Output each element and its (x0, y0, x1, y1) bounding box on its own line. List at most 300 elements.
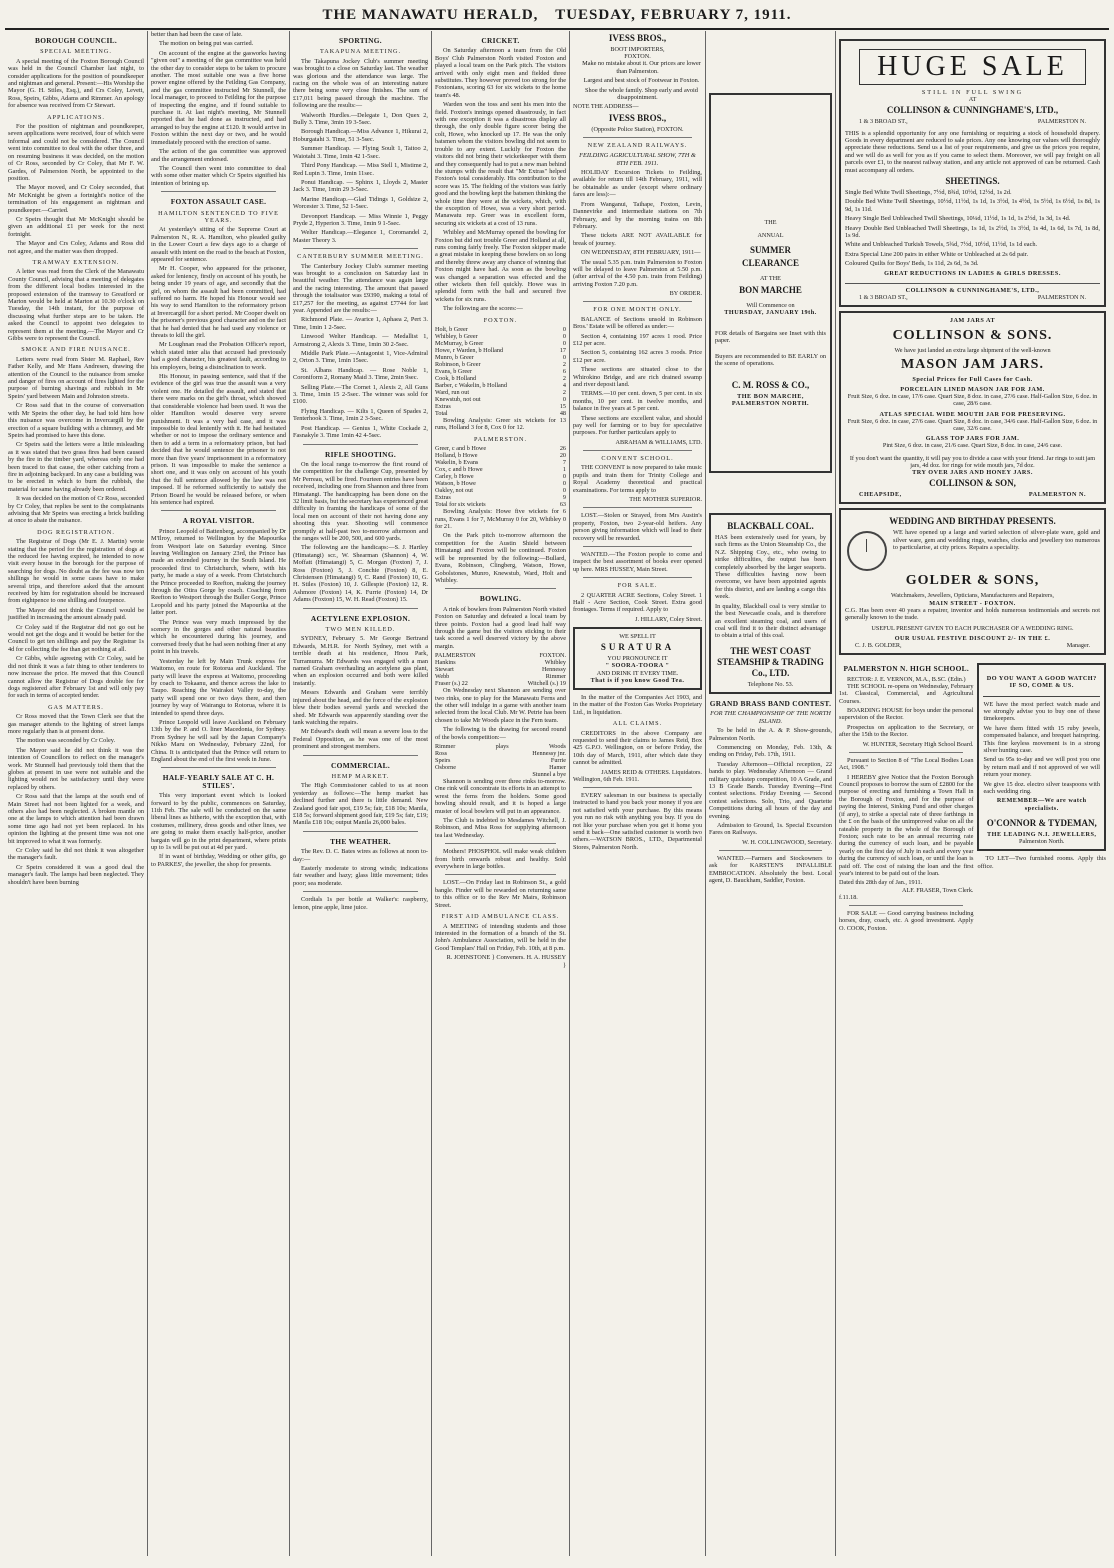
paragraph: Middle Park Plate.—Antagonist 1, Vice-Admiral 2, Orton 3. Time, 1min 15sec. (293, 350, 428, 365)
sale-title: HALF-YEARLY SALE AT C. H. STILES'. (162, 773, 275, 790)
paragraph: Admission to Ground, 1s. Special Excursion Fares on Railways. (709, 822, 832, 837)
bon-name: C. M. ROSS & CO., (731, 379, 810, 390)
score-row (435, 487, 566, 494)
bon-town: PALMERSTON NORTH. (731, 399, 810, 407)
huge-address: 1 & 3 BROAD ST., (859, 294, 908, 302)
rink-row (435, 659, 566, 666)
paragraph: On the Park pitch to-morrow afternoon the competition for the Austin Shield between Himatangi and Foxton will be continued. Foxton will be represented by the following:—Bullard, Evans, Robinson, Clingberg, Watson, Howe, Gobolstones, Munro, Knewstub, Ward, Holt and Whibley. (435, 532, 566, 584)
score-row-cell: Watson, b Howe (435, 480, 476, 488)
bon-summer: SUMMER (750, 245, 791, 256)
paragraph: From Wanganui, Taihape, Foxton, Levin, Dannevirke and intermediate stations on 7th February, and by the morning trains on 8th February. (573, 200, 702, 230)
golder-manager: Manager. (1066, 641, 1090, 649)
score-row-cell: 26 (559, 445, 566, 453)
score-row-cell: 0 (562, 354, 566, 362)
paragraph: Letters were read from Sister M. Raphael, Rev Father Kelly, and Mr Hans Andresen, drawing the attention of the Council to the nuisance from smoke and danger of fires on account of fires lighted for the purpose of burning shavings and rubbish in Mr Speirs' yard between Main and Johnston streets. (8, 355, 144, 400)
divider (445, 588, 556, 589)
loan-code: f.11.18. (839, 893, 858, 901)
paragraph: At yesterday's sitting of the Supreme Court at Palmerston N., R. A. Hamilton, who pleaded guilty in the Lower Court a few days ago to a charge of assault with intent on the road to the beach at Foxton, appeared for sentence. (151, 226, 286, 263)
sale-title: FOR SALE. (617, 582, 658, 590)
paragraph: Tuesday Afternoon—Official reception, 22 bands to play. Wednesday Afternoon — Grand military quickstep competition, 10 A Grade, and 13 B Grade Bands. Tuesday Evening—First contest selections. Friday Evening — Second contest selections. Solo, Trio, and Quartette Competitions during all hours of the day and evening. (709, 760, 832, 820)
paragraph: Double Bed White Twill Sheetings, 10½d, 11½d, 1s 1d, 1s 3½d, 1s 4½d, 1s 5½d, 1s 6½d, 1s 8d, 1s 9d, 1s 11d. (845, 198, 1100, 213)
paragraph: On the local range to-morrow the first round of the competition for the challenge Cup, presented by Mr Perreau, will be fired. Fourteen entries have been received, including one from Shannon and three from Himatangi. The handicapping has been done on the 32 limit basis, but the secretary has experienced great difficulty in framing the handicaps of some of the local men on account of their not having done any shooting this year. Shooting will commence promptly at half-past two to-morrow afternoon and the ranges will be 200, 500, and 600 yards. (293, 460, 428, 542)
paragraph: TERMS.—10 per cent. down, 5 per cent. in six months, 10 per cent. in twelve months, and balance in five years at 5 per cent. (573, 390, 702, 413)
paragraph: THE SCHOOL re-opens on Wednesday, February 1st. Classical, Commercial, and Agricultural Courses. (839, 682, 974, 705)
bon-marche-ad (709, 93, 832, 473)
ivess-town: FOXTON. (624, 53, 651, 61)
score-row (435, 480, 566, 487)
paragraph: On Saturday afternoon a team from the Old Boys' Club Palmerston North visited Foxton and played a local team on the Park pitch. The visitors arrived with only eight men and fielded three substitutes. They however proved too strong for the Foxtonians, scoring 63 for six wickets to the home team's 48. (435, 47, 566, 99)
paragraph: Post Handicap. — Genius 1, White Cockade 2, Fasnakyle 3. Time 1min 42 4-5sec. (293, 424, 428, 440)
score-row (435, 354, 566, 361)
suratura-line: " SOORA-TOORA " (605, 662, 670, 670)
divider (583, 301, 692, 302)
loan-date: Dated this 28th day of Jan., 1911. (839, 879, 923, 887)
bon-line: ANNUAL (757, 232, 784, 240)
watch-ad (977, 663, 1106, 851)
divider (161, 767, 276, 768)
score-row-cell: 0 (562, 487, 566, 495)
score-row-cell: 17 (559, 347, 566, 355)
ivess-address: (Opposite Police Station), FOXTON. (591, 125, 684, 133)
golder-sign-row (845, 642, 1100, 649)
ivess-title: IVESS BROS., (608, 33, 667, 43)
band-sign: W. H. COLLINGWOOD, Secretary. (742, 838, 832, 846)
score-row-cell: Extras (435, 403, 451, 411)
paragraph: The following are the scores:— (443, 305, 523, 313)
score-label: Total (435, 410, 448, 418)
paragraph: The action of the gas committee was approved and the arrangement endorsed. (151, 148, 286, 163)
subhead: GAS MATTERS. (48, 703, 104, 711)
watch-sub: THE LEADING N.I. JEWELLERS, (987, 830, 1097, 838)
score-row-cell: Knewstub, not out (435, 396, 481, 404)
column-advertisements-b (705, 31, 835, 1556)
column-display-ads (835, 31, 1109, 1556)
huge-sale-ad (839, 39, 1106, 307)
team-label: PALMERSTON (435, 652, 476, 660)
draw-row-cell: Ross (435, 750, 448, 757)
score-row (435, 389, 566, 396)
divider (303, 755, 418, 756)
paragraph: Shoe the whole family. Shop early and avoid disappointment. (585, 86, 698, 102)
bon-clearance: CLEARANCE (741, 258, 799, 269)
paragraph: A special meeting of the Foxton Borough Council was held in the Council Chamber last night, to consider applications for the position of poundkeeper and nightman and general. Present:—His Worship the Mayor (G. H. Stiles, Esq.), and Crs Coley, Levett, Ross, Speirs, Gibbs, Adams and Rimmer. An apology for absence was received from Cr Stewart. (8, 57, 144, 110)
jam-line: Fruit Size, 6 doz. in case, 17/6 case. Quart Size, 8 doz. in case, 27/6 case. Half-Gallon Size, 6 doz. in case, 28/6 case. (847, 393, 1098, 408)
huge-firm: COLLINSON & CUNNINGHAME'S, LTD., (886, 105, 1059, 116)
paragraph: Heavy Double Bed Unbleached Twill Sheetings, 1s 1d, 1s 2½d, 1s 3½d, 1s 4d, 1s 6d, 1s 7d, 1s 8d, 1s 9d. (845, 224, 1100, 240)
score-row-cell: Barber, c Wakelin, b Holland (435, 382, 507, 390)
draw-row-cell: Woods (548, 743, 566, 750)
draw-row (435, 771, 566, 778)
paragraph: Extra Special Line 200 pairs in either White or Unbleached at 2s 6d pair. (845, 250, 1029, 258)
subhead: DOG REGISTRATION. (37, 528, 115, 536)
paragraph: The following is the drawing for second round of the bowls competition:— (435, 726, 566, 741)
coal-company: THE WEST COAST STEAMSHIP & TRADING Co., LTD. (717, 645, 824, 678)
score-row (435, 361, 566, 368)
railway-sign: BY ORDER. (669, 290, 702, 298)
score-row-cell: 4 (562, 382, 566, 390)
golder-address: MAIN STREET - FOXTON. (929, 599, 1016, 607)
paragraph: BOARDING HOUSE for boys under the personal supervision of the Rector. (839, 707, 974, 722)
rink-row-cell: Hennessy (541, 666, 566, 674)
divider (303, 891, 418, 892)
paragraph: The motion was seconded by Cr Coley. (16, 737, 116, 745)
suratura-ad (573, 627, 702, 690)
score-row-cell: 7 (562, 459, 566, 467)
paragraph: Selling Plate.—The Cornet 1, Alexis 2, All Guns 3. Time, 1min 15 2-5sec. The winner was sold for £100. (293, 383, 428, 406)
paragraph: Single Bed White Twill Sheetings, 7½d, 8¾d, 10½d, 12½d, 1s 2d. (845, 189, 1012, 197)
column-borough-council (5, 31, 147, 1556)
score-row-cell: Cox, c and b Howe (435, 466, 483, 474)
railway-title: NEW ZEALAND RAILWAYS. (587, 141, 688, 149)
paragraph: THE CONVENT is now prepared to take music pupils and train them for Trinity College and Royal Academy theoretical and practical examinations. For terms apply to (573, 464, 702, 494)
paragraph: Cr Coley said he did not think it was altogether the manager's fault. (8, 847, 144, 862)
paragraph: The Council then went into committee to deal with some other matter which Cr Speirs signified his intention of brining up. (151, 164, 286, 187)
paragraph: Richmond Plate. — Avarice 1, Aphaea 2, Pert 3. Time, 1min 1 2-5sec. (293, 316, 428, 331)
paragraph: On Wednesday next Shannon are sending over two rinks, one to play for the Manawatu Ferns and the other will indulge in a game with another team selected from the local Club. Mr W. Petrie has been chosen to take Mr Woods place in the Fern team. (435, 687, 566, 724)
divider (583, 450, 692, 451)
rink-row (435, 680, 566, 687)
high-school-sign: W. HUNTER, Secretary High School Board. (862, 740, 974, 748)
jam-jars-ad (839, 311, 1106, 504)
score-row-cell: 15 (559, 403, 566, 411)
jam-line: PORCELAIN LINED MASON JAR FOR JAM. (900, 385, 1045, 393)
paragraph: On account of the engine at the gasworks having "given out" a meeting of the gas committee was held the other day to consider steps to be taken to procure another. The most suitable one was a five horse power engine offered by the Feilding Gas Company, and the gas committee instructed Mr Stunnell, the local manager, to proceed to Feilding for the purpose of inspecting the engine, and if found suitable to purchase it. At last night's meeting, Mr Stunnell reported that he had done as instructed, and had arranged to buy the engine at £120. It would arrive in Foxton within the next day or two, and he would immediately proceed with the erection of same. (151, 49, 286, 146)
paragraph: Messrs Edwards and Graham were terribly injured about the head, and the force of the explosion blew their bodies several yards and wrecked the shed. Mr Edwards was apparently standing over the tank watching the repairs. (293, 689, 428, 726)
suratura-line: YOU PRONOUNCE IT (607, 655, 668, 663)
paragraph: The Registrar of Dogs (Mr E. J. Martin) wrote stating that the period for the registration of dogs at the reduced fee having expired, he intended to now visit every house in the borough for the purpose of searching for dogs. No doubt as the fee was now ten shillings he would in some cases have to make several trips, and therefore asked that the amount received by him for registration should be increased from eightpence to one shilling and fourpence. (8, 538, 144, 605)
paragraph: These sections are situated close to the Whirokino Bridge, and are rich drained swamp and river deposit land. (573, 366, 702, 389)
rink-row (435, 673, 566, 680)
bon-line: THE (764, 219, 777, 226)
huge-town: PALMERSTON N. (1037, 294, 1086, 302)
paragraph: Cr Speirs considered it was a good deal the manager's fault. The lamps had been neglected. They shouldn't have been burning (8, 863, 144, 886)
paragraph: In quality, Blackball coal is very similar to the best Newcastle coals, and is therefore an excellent steaming coal, and users of coal will find it to their distinct advantage to obtain a trial of this coal. (715, 602, 826, 640)
high-school-rector: RECTOR: J. E. VERNON, M.A., B.SC. (Edin.) (846, 675, 966, 683)
paragraph: The Club is indebted to Mesdames Witchell, J. Robinson, and Miss Ross for supplying afternoon tea last Wednesday. (435, 817, 566, 839)
bowling-title: BOWLING. (479, 594, 522, 604)
paragraph: FOR SALE — Good carrying business including horses, dray, coach, etc. A good investment. Apply O. COOK, Foxton. (839, 909, 974, 932)
bon-line: AT THE (760, 275, 781, 283)
jam-line: Pint Size, 6 doz. in case, 21/6 case. Quart Size, 8 doz. in case, 24/6 case. (882, 442, 1063, 450)
score-row (435, 326, 566, 333)
draw-row-cell: Stunnel a bye (532, 771, 566, 778)
rink-row-cell: Hankins (435, 659, 456, 667)
score-row-cell: 20 (559, 452, 566, 460)
paragraph: We give 15 doz. electro silver teaspoons with each wedding ring. (983, 780, 1100, 796)
paragraph: Cordials 1s per bottle at Walker's: raspberry, lemon, pine apple, lime juice. (293, 896, 428, 911)
palmerston-scorecard (435, 445, 566, 501)
score-runs: 48 (559, 410, 566, 418)
commercial-title: COMMERCIAL. (331, 760, 390, 770)
paragraph: We have them fitted with 15 ruby jewels, compensated balance, and brequet hairspring. This fine keyless movement is in a strong silver hunting case. (983, 724, 1100, 755)
paragraph: Mr H. Cooper, who appeared for the prisoner, asked for leniency, firstly on account of his youth, he being under 19 years of age, and secondly that the girl, on whom the assault had been committed, had suffered no harm. He hoped his Honour would see his way to send Hamilton to the reformatory prison at Invercargill for a short period. Mr Cooper dwelt on the prisoner's previous good character and on the fact that he had denied that he had used any violence or threats to kill the girl. (151, 265, 286, 340)
paragraph: Pursuant to Section 8 of "The Local Bodies Loan Act, 1908." (839, 756, 974, 772)
divider (445, 843, 556, 844)
sheetings-title: SHEETINGS. (945, 176, 1000, 187)
score-row (435, 494, 566, 501)
score-row-cell: Robinson, b Greer (435, 361, 481, 369)
paragraph: In the matter of the Companies Act 1903, and in the matter of the Foxton Gas Works Proprietary Ltd., in liquidation. (573, 693, 702, 716)
suratura-line: AND DRINK IT EVERY TIME. (596, 669, 679, 677)
paragraph: It was decided on the motion of Cr Ross, seconded by Cr Coley, that replies be sent to the complainants advising that Mr Speirs was erecting a brick building at once to abate the nuisance. (8, 495, 145, 525)
rink-row-cell: Stewart (435, 666, 454, 674)
paragraph: EVERY salesman in our business is specially instructed to hand you back your money if you are not satisfied with your purchase. By this means you run no risk with anything you buy. If you do not like your purchase when you get it home you send it back—One satisfied customer is worth two others.—WATSON BROS., LTD., Departmental Stores, Palmerston North. (573, 792, 702, 851)
paragraph: Mothers! PHOSPHOL will make weak children from birth onwards robust and healthy. Sold everywhere in large bottles. (435, 848, 566, 871)
huge-address-row (845, 118, 1100, 125)
paragraph: Devonport Handicap. — Miss Winnie 1, Peggy Pryde 2, Hyperion 3. Time, 1min 9 1-5sec. (293, 212, 428, 227)
score-total (435, 410, 566, 417)
paragraph: A MEETING of intending students and those interested in the formation of a branch of the St. John's Ambulance Association, will be held in the Good Templars' Hall on Friday, Feb. 10th, at 8 p.m. (435, 922, 566, 952)
score-row (435, 347, 566, 354)
claims-date: Wellington, 6th Feb. 1911. (573, 775, 639, 783)
score-row (435, 396, 566, 403)
jam-line: We have just landed an extra large shipment of the well-known (894, 346, 1051, 354)
wedding-presents-ad (839, 508, 1106, 655)
huge-firm-2: COLLINSON & CUNNINGHAME'S, LTD., (845, 283, 1100, 294)
jam-address: CHEAPSIDE, (859, 491, 902, 499)
subhead: APPLICATIONS. (47, 113, 105, 121)
columns (5, 31, 1109, 1558)
jam-line: Special Prices for Full Cases for Cash. (912, 375, 1033, 383)
score-row-cell: McMurray, b Greer (435, 340, 484, 348)
coal-telephone: Telephone No. 53. (747, 680, 794, 688)
wedding-line: OUR USUAL FESTIVE DISCOUNT 2/- IN THE £. (894, 634, 1051, 642)
score-row-cell: 1 (562, 466, 566, 474)
score-row-cell: Greer, c and b Howe (435, 445, 487, 453)
paragraph: The Takapuna Jockey Club's summer meeting was brought to a close on Saturday last. The weather was glorious and the attendance was large. The racing on the whole was of an interesting nature there being some very close finishes. The sum of £17,011 being passed through the machine. The following are the results:— (293, 57, 428, 110)
jam-line: JAM JARS AT (949, 317, 996, 325)
bottom-ads-right (977, 659, 1106, 934)
draw-row (435, 757, 566, 764)
paragraph: Largest and best stock of Footwear in Foxton. (583, 77, 700, 85)
rink-row-cell: Whibley (544, 659, 566, 667)
pocket-watch-icon (847, 531, 887, 571)
paragraph: A letter was read from the Clerk of the Manawatu County Council, advising that a meeting of delegates from the different local bodies interested in the proposed extension of the tramway to Greatford or Marton would be held at Marton at 10.30 o'clock on Tuesday, the 14th instant, for the purpose of discussing what further steps are to be taken. He asked the Council to appoint two delegates to represent them at the meeting.—The Mayor and Cr Gibbs were to represent the Council. (8, 268, 144, 343)
paragraph: Cr Gibbs, while agreeing with Cr Coley, said he did not think it was a fair thing to other tenderers to now increase the price. He moved that this Council cannot allow the Registrar of Dogs double fee for dogs registered after February 1st and will only pay for such in terms of accepted tender. (8, 655, 144, 700)
subhead: SMOKE AND FIRE NUISANCE. (21, 346, 131, 354)
claims-sign: JAMES REID & OTHERS. Liquidators. (601, 768, 702, 776)
score-row-cell: Holt, b Greer (435, 326, 468, 334)
watch-remember: REMEMBER—We are watch specialists. (996, 797, 1087, 812)
paragraph: This very important event which is looked forward to by the public, commences on Saturday, 11th Feb. The sale will be conducted on the same liberal lines as hitherto, with the exception that, with costumes, millinery, dress goods and other lines, we are going to make them exactly half-price, another bargain will go in the print department, where prints up to 1s will be put out at 4d per yard. (151, 792, 286, 852)
golder-sub: Watchmakers, Jewellers, Opticians, Manufacturers and Repairers, (891, 592, 1054, 600)
score-row-cell: Oakley, not out (435, 487, 473, 495)
masthead-date: TUESDAY, FEBRUARY 7, 1911. (555, 7, 792, 23)
huge-reductions: GREAT REDUCTIONS IN LADIES & GIRLS DRESSES. (884, 269, 1061, 277)
paragraph: Yesterday he left by Main Trunk express for Waitomo, en route for Rotorua and Auckland. The party will leave the express at Waitomo, proceeding by coach to Tokaanu, and thence across the lake to Taupo. Reaching the Wairakei Valley to-day, the party will spend one or two days there, and then journey by way of Wairangu to Rotorua, where it is intended to spend three days. (151, 657, 286, 717)
cricket-title: CRICKET. (481, 36, 520, 45)
draw-row-cell: Osborne (435, 764, 456, 771)
divider (303, 444, 418, 445)
divider (849, 905, 963, 906)
jam-firm-2: COLLINSON & SON, (929, 478, 1016, 489)
golder-sign: C. J. B. GOLDER, (855, 641, 902, 649)
paragraph: A rink of bowlers from Palmerston North visited Foxton on Saturday and defeated a local team by three points. Foxton had a good lead half way through the game but the visitors sticking to their task scored a well deserved victory by the above margin. (435, 605, 566, 650)
watch-question: DO YOU WANT A GOOD WATCH? IF SO, COME & US. (983, 669, 1100, 696)
paragraph: Warden won the toss and sent his men into the field. Foxton's innings opened disastrously, in fact with one exception it was a disastrous display all through, the only double figure scorer being the colt, Howe, who knocked up 17. He was the only batsmen whom the visitors bowling did not seem to trouble to any extent. Luckily for Foxton the visitors did not bring their wicketkeeper with them and they consequently had to put a new man behind the stumps with the result that "Mr Extras" helped Foxton's total considerably. His contribution to the score was 15. The fielding of the visitors was fairly good and the bowling kept the batsmen thinking the whole time they were at the wickets, which, with the exception of Howe, was a very short period. Manawatu rep. Greer was in excellent form, securing six wickets at a cost of 13 runs. (435, 101, 566, 227)
huge-line: AT (968, 96, 977, 104)
score-row-cell: 0 (562, 473, 566, 481)
score-row-cell: 0 (562, 396, 566, 404)
paragraph: WANTED.—Farmers and Stockowners to ask for KARSTEN'S INFALLIBLE EMBROCATION. Absolutely the best. Local agent, D. Bauckham, Saddler, Foxton. (709, 855, 832, 885)
score-row (435, 403, 566, 410)
score-row-cell: 0 (562, 340, 566, 348)
score-row-cell: 6 (562, 368, 566, 376)
subhead: TWO MEN KILLED. (325, 626, 396, 634)
score-row-cell: 2 (562, 389, 566, 397)
jam-line: If you don't want the quantity, it will pay you to divide a case with your friend. Jar rings to suit jam jars, 4d doz. for rings for wide mouth jars, 7d doz. (849, 454, 1096, 469)
mason-jars: MASON JAM JARS. (901, 356, 1044, 372)
score-row-cell: Whibley, b Greer (435, 333, 478, 341)
borough-sub: SPECIAL MEETING. (40, 48, 112, 56)
paragraph: Cr Coley said if the Registrar did not go out he would not get the dogs and it would be better for the Council to get ten shillings and pay the Registrar 1s 4d for collecting the fee than get nothing at all. (8, 623, 144, 653)
score-row (435, 340, 566, 347)
paragraph: The High Commissioner cabled to us at noon yesterday as follows:—The hemp market has declined further and there is little demand. New Zealand good fair spot, £19 5s; fair, £18 10s; Manila, £18 5s; forward shipment good fair, £19 5s; fair, £19; Manila £18 10s; output Manila 26,000 bales. (293, 782, 428, 827)
score-row-cell: Wakelin, b Evans (435, 459, 479, 467)
paragraph: TO LET—Two furnished rooms. Apply this office. (977, 855, 1106, 870)
paragraph: To be held in the A. & P. Show-grounds, Palmerston North. (709, 727, 832, 742)
column-advertisements-a (569, 31, 705, 1556)
paragraph: Welter Handicap.—Elegance 1, Coromandel 2, Master Theory 3. (293, 229, 428, 244)
subhead: PALMERSTON. (473, 435, 528, 443)
rink-row-cell: Witchell (s.) 19 (527, 680, 566, 688)
loan-sign: ALF. FRASER, Town Clerk. (901, 886, 974, 894)
high-school-title: PALMERSTON N. HIGH SCHOOL. (843, 664, 970, 674)
paragraph: Marine Handicap.—Glad Tidings 1, Goldsize 2, Worcester 3. Time, 52 1-5sec. (293, 195, 428, 211)
paragraph: Shannon is sending over three rinks to-morrow. One rink will concentrate its efforts in an attempt to wrest the ferns from the holders. Some good bowling should result, and it is hoped a large muster of local bowlers will put in an appearance. (435, 778, 566, 815)
paragraph: HOLIDAY Excursion Tickets to Feilding, available for return till 14th February, 1911, will be obtainable as under (except where ordinary fares are less):— (573, 169, 702, 199)
paragraph: Prospectus on application to the Secretary, or after the 15th to the Rector. (839, 723, 974, 739)
draw-row (435, 764, 566, 771)
assault-sub: HAMILTON SENTENCED TO FIVE YEARS. (158, 209, 279, 224)
paragraph: Make no mistake about it. Our prices are lower than Palmerston. (582, 60, 701, 75)
score-row (435, 445, 566, 452)
score-row-cell: 0 (562, 333, 566, 341)
paragraph: Heavy Single Bed Unbleached Twill Sheetings, 10¼d, 11½d, 1s 1d, 1s 2½d, 1s 3d, 1s 4d. (845, 215, 1071, 223)
score-total (435, 501, 566, 508)
bottom-ads-row (839, 659, 1106, 934)
score-row-cell: 2 (562, 361, 566, 369)
bon-marche-title: BON MARCHE (739, 284, 802, 295)
paragraph: ON WEDNESDAY, 8TH FEBRUARY, 1911— (581, 249, 701, 257)
paragraph: Send us 95s to-day and we will post you one by return mail and if not approved of we will return your money. (983, 756, 1100, 779)
paragraph: HAS been extensively used for years, by such firms as the Union Steamship Co., the N.Z. Shipping Coy., etc., who owing to strike difficulties, the output has been completely absorbed by the larger seaports. These difficulties having now been overcome, we have been appointed agents for this district, and are landing a cargo this week. (715, 534, 826, 601)
ivess-note: NOTE THE ADDRESS— (573, 103, 639, 111)
month-sign: ABRAHAM & WILLIAMS, LTD. (615, 438, 702, 446)
paragraph: Cr Speirs thought that Mr McKnight should be given an additional £1 per week for the next fortnight. (8, 215, 144, 238)
divider (583, 577, 692, 578)
score-row (435, 382, 566, 389)
golder-firm: GOLDER & SONS, (905, 573, 1040, 589)
score-row (435, 368, 566, 375)
paragraph: 2 QUARTER ACRE Sections, Coley Street. 1 Half - Acre Section, Cook Street. Extra good frontages. Terms if required. Apply to (573, 591, 702, 614)
rink-row-cell: Fraser (s.) 22 (435, 680, 468, 688)
paragraph: Walworth Hurdles.—Delegate 1, Don Quex 2, Bully 3. Time, 3min 19 3-5sec. (293, 111, 428, 127)
paragraph: Cr Ross moved that the Town Clerk see that the gas manager attends to the lighting of street lamps more regularly than is at present done. (8, 713, 144, 735)
paragraph: Bowling Analysis: Howe five wickets for 6 runs, Evans 1 for 7, McMurray 0 for 20, Whibley 0 for 21. (435, 508, 566, 531)
ivess-title-2: IVESS BROS., (608, 112, 667, 123)
paragraph: WE have the most perfect watch made and we strongly advise you to buy one of these timekeepers. (983, 700, 1100, 723)
paragraph: FOR details of Bargains see Inset with this paper. (715, 330, 826, 345)
score-label: Total for six wickets (435, 501, 486, 509)
paragraph: Linwood Welter Handicap. — Medallist 1, Armstrong 2, Alexis 3. Time, 1min 30 2-5sec. (293, 333, 428, 348)
band-sub: FOR THE CHAMPIONSHIP OF THE NORTH ISLAND. (710, 710, 831, 725)
masthead-paper: THE MANAWATU HERALD, (322, 7, 539, 23)
subhead: FIRST AID AMBULANCE CLASS. (441, 913, 560, 921)
paragraph: The motion on being put was carried. (159, 40, 254, 48)
paragraph: Cr Ross said that in the course of conversation with Mr Speirs the other day, he had told him how this nuisance was overcome in Invercargill by the erection of a square building with a chimney, and Mr Speirs had promised to have this done. (8, 402, 144, 439)
paragraph: These tickets ARE NOT AVAILABLE for break of journey. (573, 232, 702, 247)
draw-row-cell: plays (495, 743, 509, 750)
paragraph: If in want of birthday, Wedding or other gifts, go to PARKES', the jeweller, the shop for presents. (151, 853, 286, 868)
paragraph: BALANCE of Sections unsold in Robinson Bros.' Estate will be offered as under:— (573, 315, 702, 331)
score-row (435, 452, 566, 459)
huge-line: STILL IN FULL SWING (921, 89, 1024, 96)
paragraph: Prince Leopold of Battenberg, accompanied by Dr M'Ilroy, returned to Wellington by the Mapourika from Westport late on Saturday evening. Since leaving Wellington on January 23rd, the Prince has made an extended journey in the South Island. He proceeded first to Christchurch, where, with his party, he made a stay of a week. From Christchurch the Prince proceeded to Reefton, making the journey through the Otira Gorge by coach. Coaching from Reefton to Westport through the Buller Gorge, Prince Leopold and his party joined the Mapourika at the latter port. (151, 527, 287, 617)
bottom-ads-left (839, 659, 973, 934)
bowling-head (435, 652, 566, 659)
paragraph: White and Unbleached Turkish Towels, 5¾d, 7½d, 10½d, 11½d, 1s 1d each. (845, 241, 1038, 249)
draw-row-cell: Furrie (550, 757, 566, 764)
paragraph: The Canterbury Jockey Club's summer meeting was brought to a conclusion on Saturday last in beautiful weather. The attendance was again large and the racing interesting. The amount that passed through the totalisator was £9390, making a total of £17,257 for the meeting, as against £7744 for last year. Appended are the results:— (293, 262, 428, 314)
paragraph: Borough Handicap.—Miss Advance 1, Hikurai 2, Hoburgatahi 3. Time, 51 3-5sec. (293, 128, 428, 143)
wedding-title: WEDDING AND BIRTHDAY PRESENTS. (889, 516, 1056, 527)
score-row (435, 466, 566, 473)
paragraph: Mr Edward's death will mean a severe loss to the Federal Opposition, as he was one of the most prominent and strongest members. (293, 728, 428, 751)
divider (161, 191, 276, 192)
column-news (147, 31, 289, 1556)
suratura-line: WE SPELL IT (619, 632, 656, 640)
rink-row (435, 666, 566, 673)
paragraph: Mr Loughnan read the Probation Officer's report, which stated inter alia that accused had previously had a good character, his greatest fault, according to his employers, being a disinclination to work. (151, 341, 286, 371)
divider (719, 850, 822, 851)
paragraph: Bowling Analysis: Greer six wickets for 13 runs, Holland 3 for 8, Cox 0 for 12. (435, 417, 566, 432)
blackball-coal-ad (709, 513, 832, 694)
bon-line: Will Commence on (746, 301, 795, 309)
team-label: FOXTON. (539, 652, 566, 660)
draw-row-cell: Hamer (549, 764, 566, 771)
jam-line: GLASS TOP JARS FOR JAM. (925, 435, 1020, 443)
divider (849, 752, 963, 753)
paragraph: Summer Handicap. — Flying Soult 1, Taitoo 2, Waiotahi 3. Time, 1min 42 1-5sec. (293, 145, 428, 160)
paragraph: Third Pony Handicap. — Miss Stell 1, Mistime 2, Red Lupin 3. Time, 1min 11sec. (293, 162, 428, 177)
paragraph: WANTED.—The Foxton people to come and inspect the best assortment of books ever opened up here. MRS HUSSEY, Main Street. (573, 550, 702, 573)
ivess-ad (573, 33, 702, 133)
jam-town: PALMERSTON N. (1028, 491, 1086, 499)
subhead: FOXTON. (483, 316, 518, 324)
paragraph: better than had been the case of late. (151, 31, 243, 38)
score-row (435, 375, 566, 382)
rifle-title: RIFLE SHOOTING. (324, 449, 397, 459)
divider (303, 608, 418, 609)
score-row-cell: Cook, b Holland (435, 375, 477, 383)
watch-firm: O'CONNOR & TYDEMAN, (986, 817, 1097, 828)
score-row (435, 473, 566, 480)
paragraph: Cr Ross said that the lamps at the south end of Main Street had not been lighted for a week, and others also had been neglected. A broken mantle on one at the lamps to which attention had been drawn some time ago had not yet been replaced. In his opinion the lighting at the present time was not one bit improved to what it was formerly. (8, 793, 144, 845)
paragraph: The Prince was very much impressed by the scenery in the gorges and other natural beauties which he encountered during his journey, and conversed freely that he had seen nothing finer at any point in his travels. (151, 618, 286, 656)
divider (303, 248, 418, 249)
score-row-cell: 0 (562, 326, 566, 334)
paragraph: The Mayor did not think the Council would be justified in increasing the amount already paid. (8, 606, 144, 622)
divider (445, 874, 556, 875)
watch-town: Palmerston North. (1019, 838, 1065, 846)
paragraph: The Mayor moved, and Cr Coley seconded, that Mr McKnight be given a fortnight's notice of the termination of his engagement as nightman and poundkeeper.—Carried. (8, 184, 144, 214)
weather-title: THE WEATHER. (330, 836, 391, 846)
jam-line: Fruit Size, 6 doz. in case, 27/6 case. Quart Size, 8 doz. in case, 34/6 case. Half-Gallon Size, 6 doz. in case, 32/6 case. (847, 417, 1098, 432)
jam-line: TRY OVER JARS AND HONEY JARS. (912, 468, 1033, 476)
borough-title: BOROUGH COUNCIL. (35, 36, 117, 45)
bon-store: THE BON MARCHE, (737, 392, 804, 400)
